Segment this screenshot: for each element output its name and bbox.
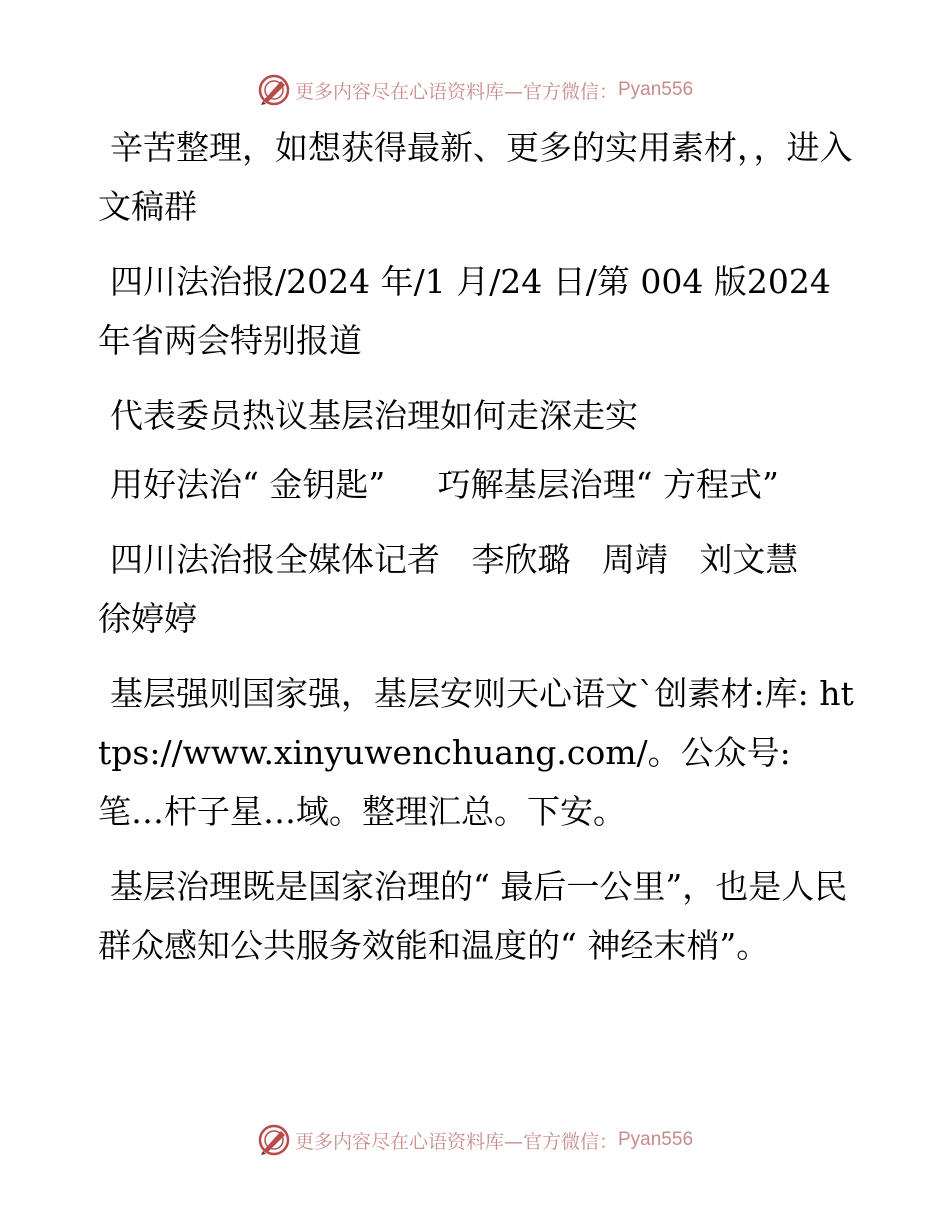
pen-logo-icon bbox=[257, 73, 291, 107]
wechat-id: Pyan556 bbox=[618, 79, 694, 100]
paragraph-intro: 辛苦整理，如想获得最新、更多的实用素材，，进入文稿群 bbox=[98, 128, 853, 226]
pen-logo-icon bbox=[257, 1123, 291, 1157]
paragraph-body-1: 基层强则国家强，基层安则天心语文`创素材:库: https://www.xinyuwenchuang.com/。公众号: 笔…杆子星…域。整理汇总。下安。 bbox=[98, 674, 854, 831]
banner-text: 更多内容尽在心语资料库—官方微信： bbox=[294, 80, 618, 103]
paragraph-body-2: 基层治理既是国家治理的“ 最后一公里”，也是人民群众感知公共服务效能和温度的“ 神经末梢”。 bbox=[98, 867, 848, 965]
paragraph-byline: 四川法治报全媒体记者 李欣璐 周靖 刘文慧 徐婷婷 bbox=[98, 540, 830, 638]
banner-text: 更多内容尽在心语资料库—官方微信： bbox=[294, 1130, 618, 1153]
header-banner bbox=[0, 70, 950, 110]
footer-banner bbox=[0, 1120, 950, 1160]
paragraph-subheadline: 用好法治“ 金钥匙” 巧解基层治理“ 方程式” bbox=[110, 465, 779, 504]
wechat-id: Pyan556 bbox=[618, 1129, 694, 1150]
paragraph-headline: 代表委员热议基层治理如何走深走实 bbox=[110, 396, 638, 435]
paragraph-source: 四川法治报/2024 年/1 月/24 日/第 004 版2024年省两会特别报道 bbox=[98, 262, 831, 360]
document-body bbox=[98, 118, 858, 991]
